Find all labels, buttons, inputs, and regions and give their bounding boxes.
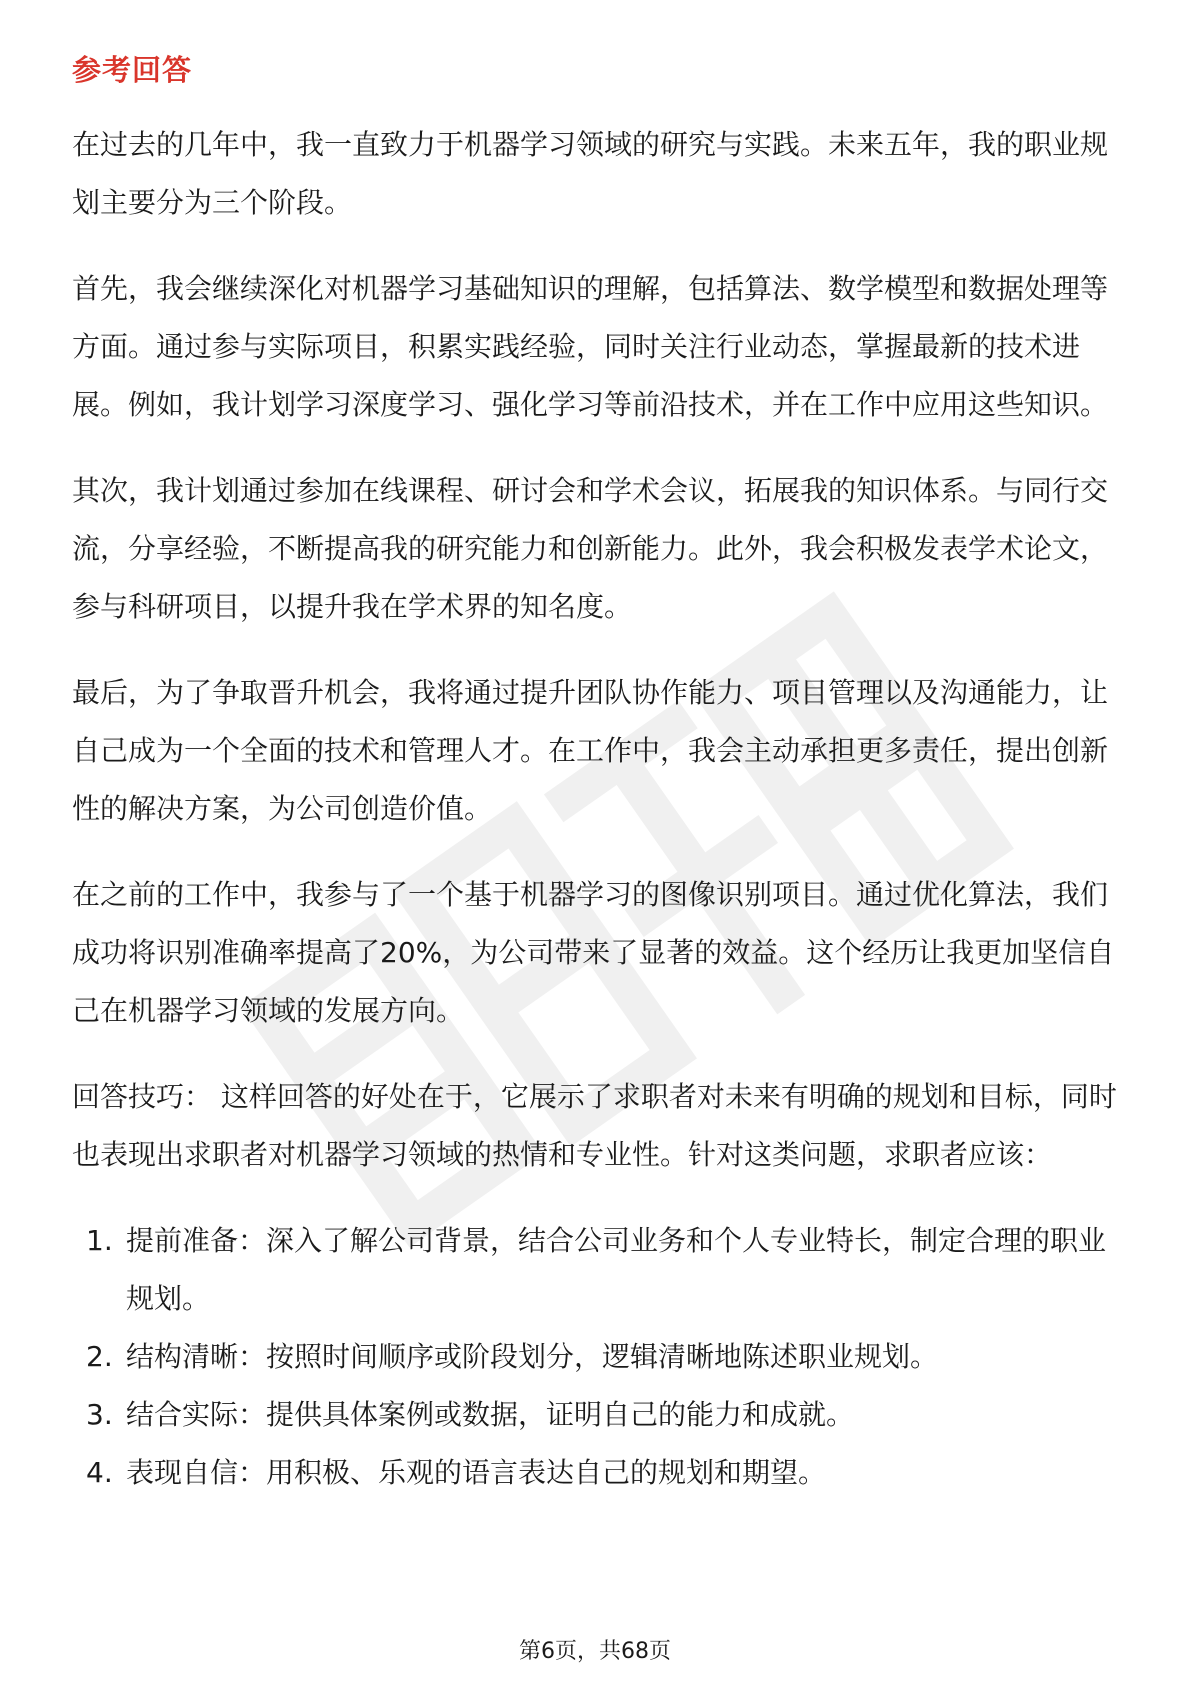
list-text: 结合实际：提供具体案例或数据，证明自己的能力和成就。 — [126, 1398, 855, 1431]
list-item — [72, 1386, 1120, 1444]
answer-paragraph: 首先，我会继续深化对机器学习基础知识的理解，包括算法、数学模型和数据处理等方面。通过参与实际项目，积累实践经验，同时关注行业动态，掌握最新的技术进展。例如，我计划学习深度学习、强化学习等前沿技术，并在工作中应用这些知识。 — [72, 272, 1109, 421]
list-number: 1. — [86, 1224, 113, 1257]
section-heading: 参考回答 — [72, 53, 193, 87]
answer-paragraph: 其次，我计划通过参加在线课程、研讨会和学术会议，拓展我的知识体系。与同行交流，分享经验，不断提高我的研究能力和创新能力。此外，我会积极发表学术论文，参与科研项目，以提升我在学术界的知名度。 — [72, 474, 1109, 623]
page-number-footer: 第6页，共68页 — [519, 1639, 671, 1664]
list-number: 3. — [86, 1398, 113, 1431]
list-item — [72, 1444, 1120, 1502]
list-item — [72, 1328, 1120, 1386]
answer-body — [72, 116, 1120, 1502]
answer-paragraph: 在过去的几年中，我一直致力于机器学习领域的研究与实践。未来五年，我的职业规划主要分为三个阶段。 — [72, 128, 1109, 219]
tips-intro-paragraph: 回答技巧： 这样回答的好处在于，它展示了求职者对未来有明确的规划和目标，同时也表现出求职者对机器学习领域的热情和专业性。针对这类问题，求职者应该： — [72, 1080, 1117, 1171]
list-number: 4. — [86, 1456, 113, 1489]
list-text: 提前准备：深入了解公司背景，结合公司业务和个人专业特长，制定合理的职业规划。 — [126, 1224, 1107, 1315]
list-item — [72, 1212, 1120, 1328]
tips-list — [72, 1212, 1120, 1502]
answer-paragraph: 在之前的工作中，我参与了一个基于机器学习的图像识别项目。通过优化算法，我们成功将识别准确率提高了20%，为公司带来了显著的效益。这个经历让我更加坚信自己在机器学习领域的发展方向。 — [72, 878, 1115, 1027]
list-number: 2. — [86, 1340, 113, 1373]
answer-paragraph: 最后，为了争取晋升机会，我将通过提升团队协作能力、项目管理以及沟通能力，让自己成为一个全面的技术和管理人才。在工作中，我会主动承担更多责任，提出创新性的解决方案，为公司创造价值。 — [72, 676, 1109, 825]
list-text: 表现自信：用积极、乐观的语言表达自己的规划和期望。 — [126, 1456, 827, 1489]
list-text: 结构清晰：按照时间顺序或阶段划分，逻辑清晰地陈述职业规划。 — [126, 1340, 939, 1373]
